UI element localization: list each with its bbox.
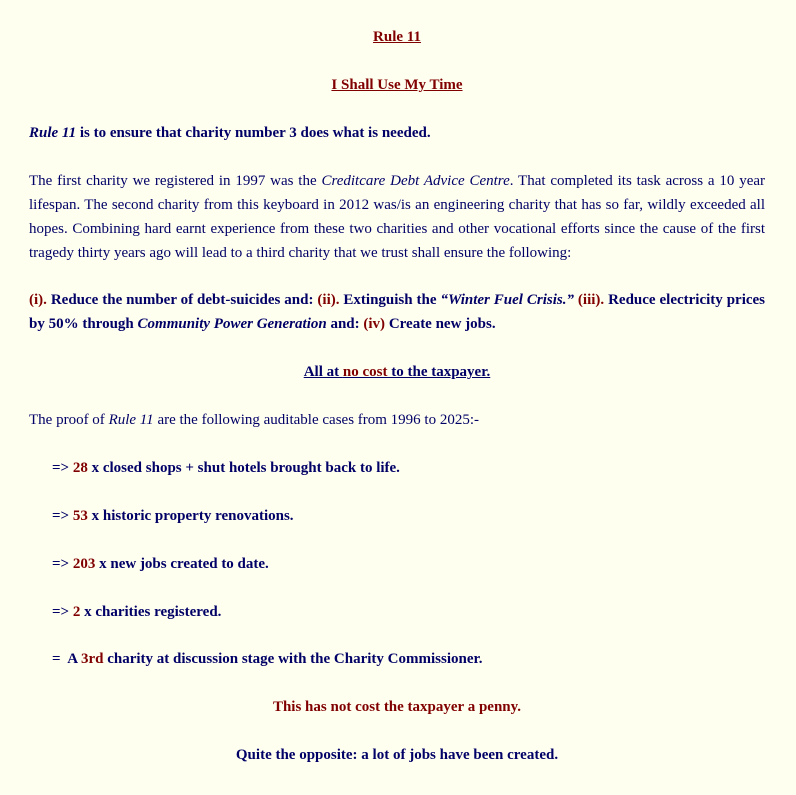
case-text: x charities registered. bbox=[80, 604, 222, 620]
case-item bbox=[29, 600, 788, 624]
goal-i-number: (i). bbox=[29, 292, 47, 308]
case-item bbox=[29, 456, 788, 480]
proof-text-a: The proof of bbox=[29, 412, 109, 428]
cost-line-a: All at bbox=[303, 364, 343, 380]
case-text: charity at discussion stage with the Charity Commissioner. bbox=[103, 651, 483, 667]
cost-line-c: to the taxpayer. bbox=[387, 364, 491, 380]
jobs-created-statement: Quite the opposite: a lot of jobs have been created. bbox=[235, 747, 559, 763]
case-count: 3rd bbox=[80, 651, 104, 667]
case-text: x closed shops + shut hotels brought back to life. bbox=[87, 460, 400, 476]
case-item bbox=[29, 504, 788, 528]
goal-iii-number: (iii). bbox=[574, 292, 605, 308]
goal-iii-italic: Community Power Generation bbox=[137, 316, 327, 332]
case-prefix: => bbox=[52, 508, 73, 524]
case-prefix: => bbox=[52, 460, 73, 476]
proof-text-c: are the following auditable cases from 1996 to 2025:- bbox=[153, 412, 480, 428]
goals-paragraph bbox=[29, 288, 765, 336]
history-text-c: . That completed its task across a 10 year lifespan. The second charity from this keyboard in 2012 was/is an engineering charity that has so far, wildly exceeded all hopes. Combining hard earnt experience from these two charities and other vocational efforts since the cause of the first tragedy thirty years ago will lead to a third charity that we trust shall ensure the following: bbox=[29, 173, 766, 261]
history-charity-name: Creditcare Debt Advice Centre bbox=[321, 173, 510, 189]
goal-iii-text: Reduce electricity prices by 50% through bbox=[29, 292, 766, 332]
history-text-a: The first charity we registered in 1997 was the bbox=[29, 173, 322, 189]
history-paragraph bbox=[29, 169, 765, 265]
cost-line-no-cost: no cost bbox=[342, 364, 388, 380]
case-count: 203 bbox=[72, 556, 96, 572]
case-prefix: = A bbox=[52, 651, 81, 667]
case-prefix: => bbox=[52, 604, 73, 620]
case-text: x historic property renovations. bbox=[87, 508, 294, 524]
cost-line bbox=[29, 360, 765, 384]
case-item bbox=[29, 647, 788, 671]
goal-ii-text: Extinguish the bbox=[339, 292, 441, 308]
cost-line-text bbox=[304, 364, 491, 380]
case-text: x new jobs created to date. bbox=[95, 556, 269, 572]
goal-iii-and: and: bbox=[326, 316, 364, 332]
case-count: 28 bbox=[72, 460, 88, 476]
no-cost-statement: This has not cost the taxpayer a penny. bbox=[272, 699, 522, 715]
subtitle: I Shall Use My Time bbox=[331, 77, 463, 93]
intro-rule-ref: Rule 11 bbox=[29, 125, 77, 141]
case-item bbox=[29, 552, 788, 576]
intro-line bbox=[29, 121, 765, 145]
intro-text: is to ensure that charity number 3 does what is needed. bbox=[76, 125, 431, 141]
case-prefix: => bbox=[52, 556, 73, 572]
goal-ii-number: (ii). bbox=[317, 292, 340, 308]
rule-title: Rule 11 bbox=[373, 29, 421, 45]
case-count: 53 bbox=[72, 508, 88, 524]
proof-rule-ref: Rule 11 bbox=[108, 412, 154, 428]
goal-iv-text: Create new jobs. bbox=[385, 316, 496, 332]
goal-ii-quote: “Winter Fuel Crisis.” bbox=[440, 292, 574, 308]
proof-line bbox=[29, 408, 765, 432]
goal-i-text: Reduce the number of debt-suicides and: bbox=[46, 292, 318, 308]
goal-iv-number: (iv) bbox=[363, 316, 386, 332]
case-count: 2 bbox=[72, 604, 81, 620]
